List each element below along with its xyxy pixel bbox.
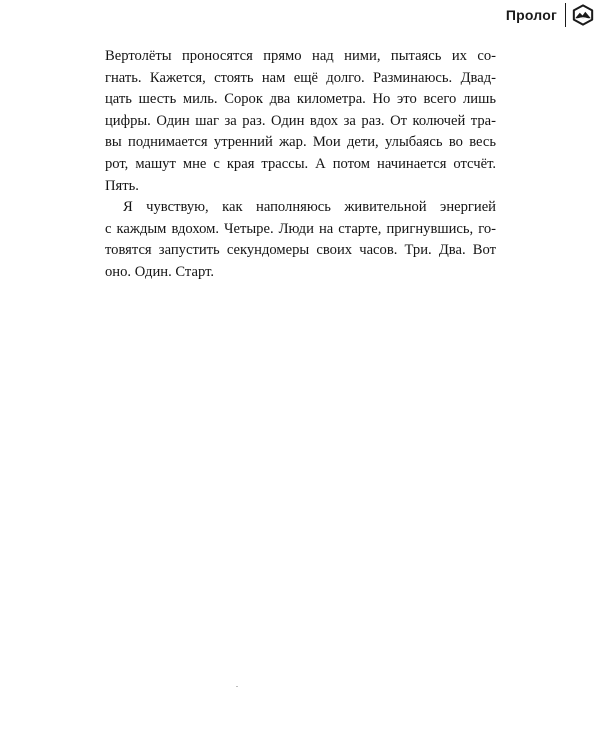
paragraph-1: [105, 46, 496, 197]
header-divider: [565, 3, 566, 27]
text-line: Я чувствую, как наполняюсь живительной энергией: [123, 199, 496, 216]
text-line: цать шесть миль. Сорок два километра. Но это всего лишь: [105, 91, 496, 108]
page-text: [105, 46, 496, 284]
text-line: Пять.: [105, 177, 139, 194]
text-line: оно. Один. Старт.: [105, 263, 214, 280]
text-line: цифры. Один шаг за раз. Один вдох за раз. От колючей тра-: [105, 112, 496, 129]
text-line: гнать. Кажется, стоять нам ещё долго. Разминаюсь. Двад-: [105, 69, 496, 86]
scan-speck: [236, 686, 238, 687]
mountain-emblem-icon: [572, 4, 594, 26]
paragraph-2: [105, 197, 496, 283]
running-header: [506, 2, 600, 28]
text-line: товятся запустить секундомеры своих часов. Три. Два. Вот: [105, 242, 496, 259]
text-line: Вертолёты проносятся прямо над ними, пытаясь их со-: [105, 48, 496, 64]
chapter-title: Пролог: [505, 7, 557, 23]
text-line: рот, машут мне с края трассы. А потом начинается отсчёт.: [105, 155, 496, 172]
text-line: вы поднимается утренний жар. Мои дети, улыбаясь во весь: [105, 134, 496, 151]
text-line: с каждым вдохом. Четыре. Люди на старте, пригнувшись, го-: [105, 220, 496, 237]
